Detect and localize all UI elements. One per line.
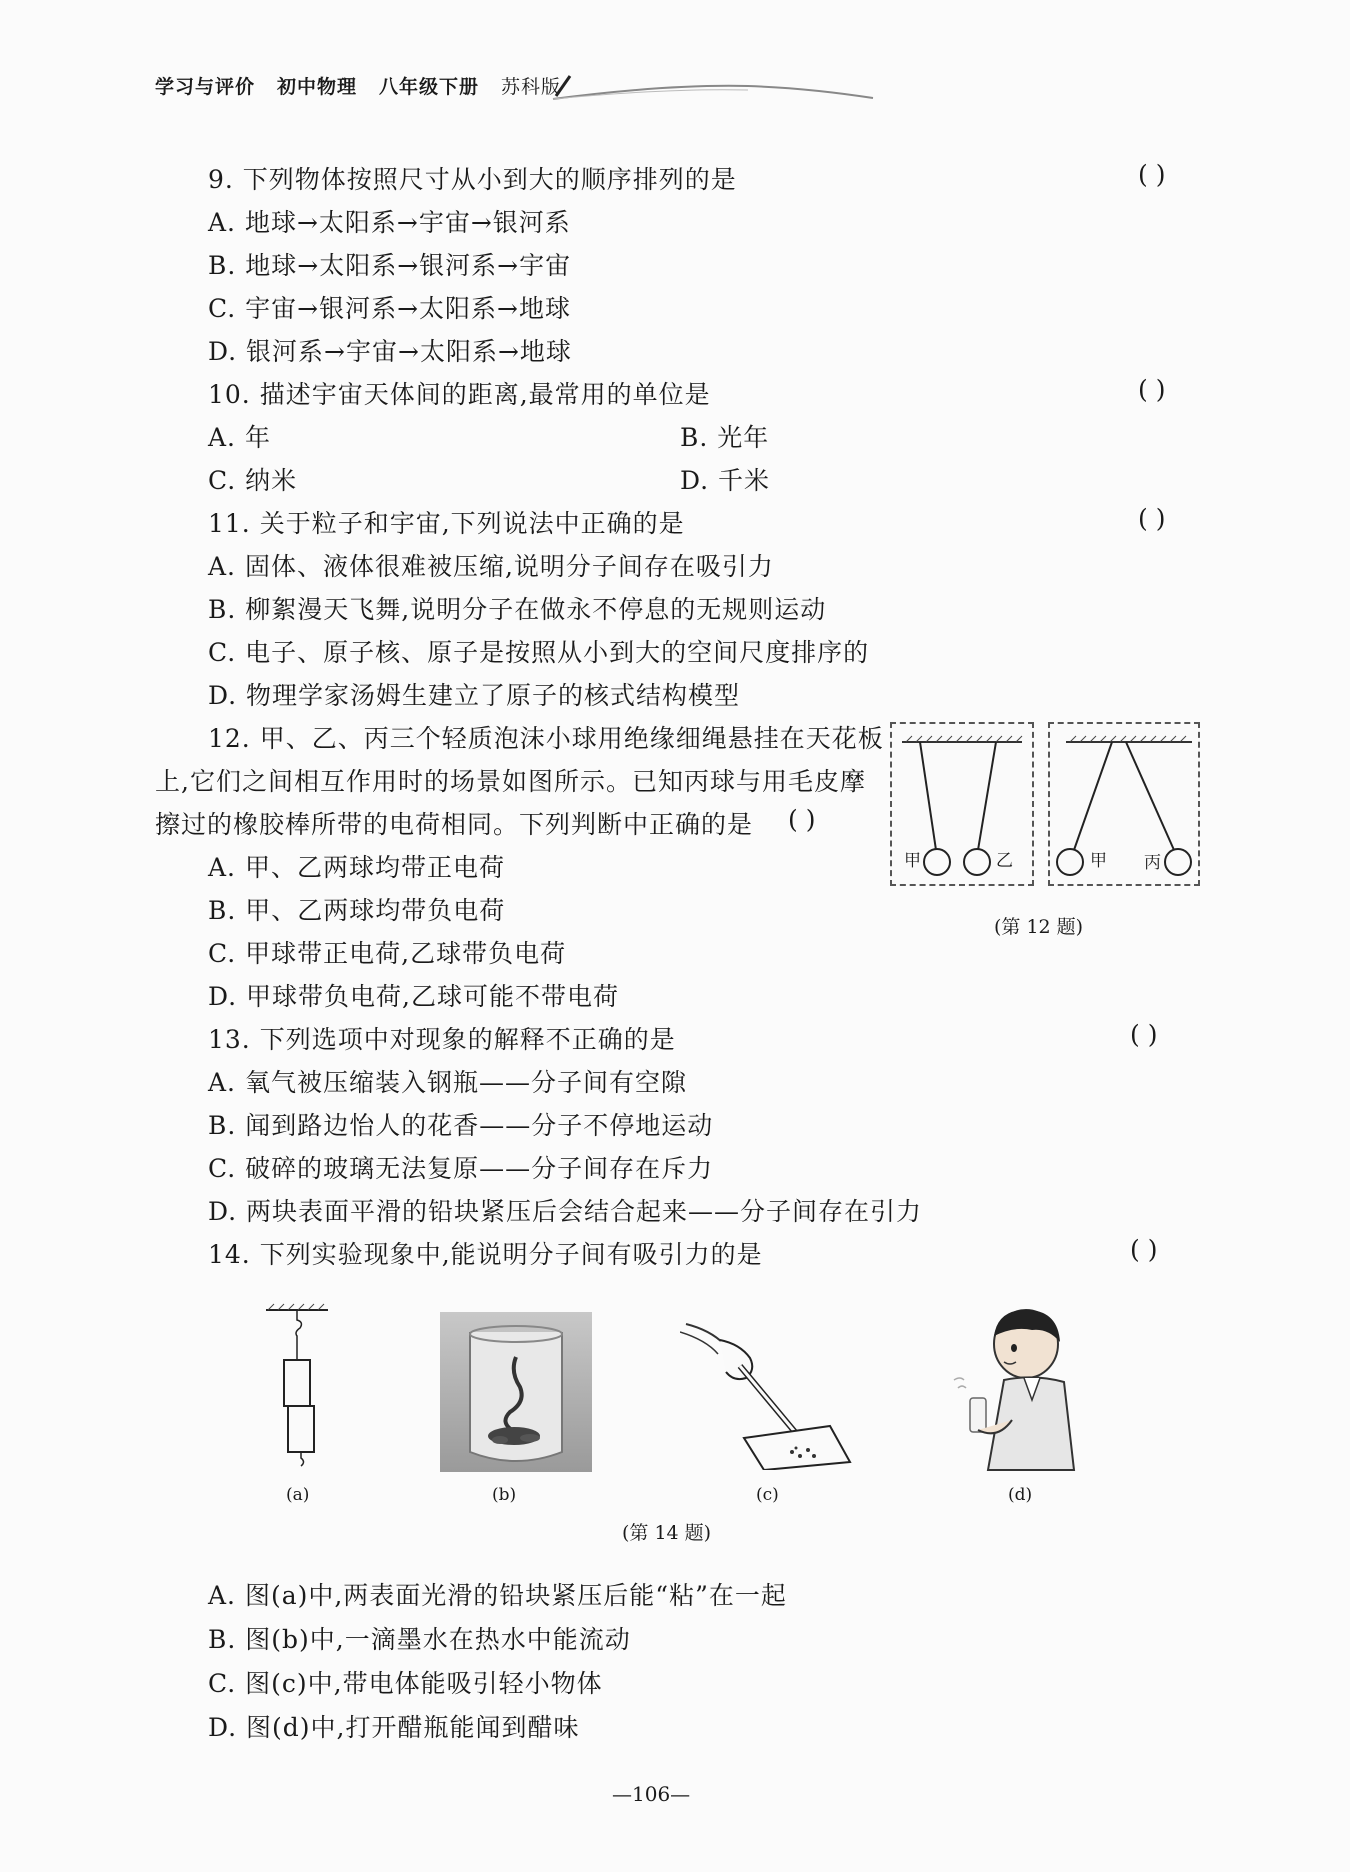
ball-jia-label: 甲 bbox=[904, 851, 921, 871]
q9-option-b: B. 地球→太阳系→银河系→宇宙 bbox=[208, 251, 572, 280]
figure-a-label: (a) bbox=[286, 1485, 310, 1505]
q12-stem-line1: 12. 甲、乙、丙三个轻质泡沫小球用绝缘细绳悬挂在天花板 bbox=[208, 724, 884, 753]
q10-option-a: A. 年 bbox=[208, 423, 271, 452]
q12-option-d: D. 甲球带负电荷,乙球可能不带电荷 bbox=[208, 982, 619, 1011]
q12-figure-jia-bing bbox=[1048, 722, 1200, 886]
q10-stem: 10. 描述宇宙天体间的距离,最常用的单位是 bbox=[208, 380, 711, 409]
q10-option-d: D. 千米 bbox=[680, 466, 771, 495]
q10-option-b: B. 光年 bbox=[680, 423, 770, 452]
q13-answer-bracket[interactable]: ( ) bbox=[1130, 1020, 1158, 1049]
header-grade: 八年级下册 bbox=[379, 76, 480, 98]
header-publisher: 苏科版 bbox=[501, 76, 562, 98]
q14-answer-bracket[interactable]: ( ) bbox=[1130, 1235, 1158, 1264]
q14-stem: 14. 下列实验现象中,能说明分子间有吸引力的是 bbox=[208, 1240, 763, 1269]
q12-stem-line3: 擦过的橡胶棒所带的电荷相同。下列判断中正确的是 bbox=[155, 810, 754, 839]
figure-c-label: (c) bbox=[756, 1485, 779, 1505]
ball-jia-label-2: 甲 bbox=[1090, 851, 1107, 871]
q9-stem: 9. 下列物体按照尺寸从小到大的顺序排列的是 bbox=[208, 165, 737, 194]
ball-yi-label: 乙 bbox=[996, 851, 1013, 871]
q12-figure-jia-yi bbox=[890, 722, 1034, 886]
figure-b-ink-beaker-photo bbox=[440, 1312, 592, 1472]
q11-option-b: B. 柳絮漫天飞舞,说明分子在做永不停息的无规则运动 bbox=[208, 595, 827, 624]
q14-figure-caption: (第 14 题) bbox=[622, 1522, 712, 1544]
q13-option-d: D. 两块表面平滑的铅块紧压后会结合起来——分子间存在引力 bbox=[208, 1197, 923, 1226]
q10-option-c: C. 纳米 bbox=[208, 466, 298, 495]
q9-answer-bracket[interactable]: ( ) bbox=[1138, 160, 1166, 189]
page-number: —106— bbox=[612, 1782, 691, 1806]
q12-option-b: B. 甲、乙两球均带负电荷 bbox=[208, 896, 506, 925]
q14-option-d: D. 图(d)中,打开醋瓶能闻到醋味 bbox=[208, 1713, 580, 1742]
q14-option-b: B. 图(b)中,一滴墨水在热水中能流动 bbox=[208, 1625, 631, 1654]
q12-answer-bracket[interactable]: ( ) bbox=[788, 805, 816, 834]
q14-option-c: C. 图(c)中,带电体能吸引轻小物体 bbox=[208, 1669, 603, 1698]
q11-option-c: C. 电子、原子核、原子是按照从小到大的空间尺度排序的 bbox=[208, 638, 870, 667]
q12-option-c: C. 甲球带正电荷,乙球带负电荷 bbox=[208, 939, 567, 968]
pen-swoosh-icon bbox=[548, 66, 878, 106]
q12-figure-caption: (第 12 题) bbox=[994, 916, 1084, 938]
running-header bbox=[155, 72, 561, 99]
q12-option-a: A. 甲、乙两球均带正电荷 bbox=[208, 853, 505, 882]
q9-option-a: A. 地球→太阳系→宇宙→银河系 bbox=[208, 208, 571, 237]
q13-stem: 13. 下列选项中对现象的解释不正确的是 bbox=[208, 1025, 676, 1054]
figure-d-label: (d) bbox=[1008, 1485, 1033, 1505]
q11-option-a: A. 固体、液体很难被压缩,说明分子间存在吸引力 bbox=[208, 552, 774, 581]
figure-a-lead-blocks bbox=[262, 1300, 332, 1470]
ball-bing-label: 丙 bbox=[1144, 853, 1161, 873]
header-series: 学习与评价 bbox=[155, 76, 256, 98]
q12-stem-line2: 上,它们之间相互作用时的场景如图所示。已知丙球与用毛皮摩 bbox=[155, 767, 866, 796]
figure-c-charged-rod bbox=[680, 1310, 860, 1470]
q9-option-d: D. 银河系→宇宙→太阳系→地球 bbox=[208, 337, 572, 366]
q9-option-c: C. 宇宙→银河系→太阳系→地球 bbox=[208, 294, 571, 323]
q14-option-a: A. 图(a)中,两表面光滑的铅块紧压后能“粘”在一起 bbox=[208, 1581, 787, 1610]
q13-option-a: A. 氧气被压缩装入钢瓶——分子间有空隙 bbox=[208, 1068, 687, 1097]
q10-answer-bracket[interactable]: ( ) bbox=[1138, 375, 1166, 404]
figure-d-boy-smelling bbox=[948, 1300, 1078, 1475]
q13-option-b: B. 闻到路边怡人的花香——分子不停地运动 bbox=[208, 1111, 714, 1140]
q11-option-d: D. 物理学家汤姆生建立了原子的核式结构模型 bbox=[208, 681, 741, 710]
figure-b-label: (b) bbox=[492, 1485, 517, 1505]
q11-answer-bracket[interactable]: ( ) bbox=[1138, 504, 1166, 533]
q11-stem: 11. 关于粒子和宇宙,下列说法中正确的是 bbox=[208, 509, 685, 538]
q13-option-c: C. 破碎的玻璃无法复原——分子间存在斥力 bbox=[208, 1154, 714, 1183]
header-subject: 初中物理 bbox=[277, 76, 358, 98]
pendulum-jia-bing-drawing bbox=[1050, 724, 1198, 884]
